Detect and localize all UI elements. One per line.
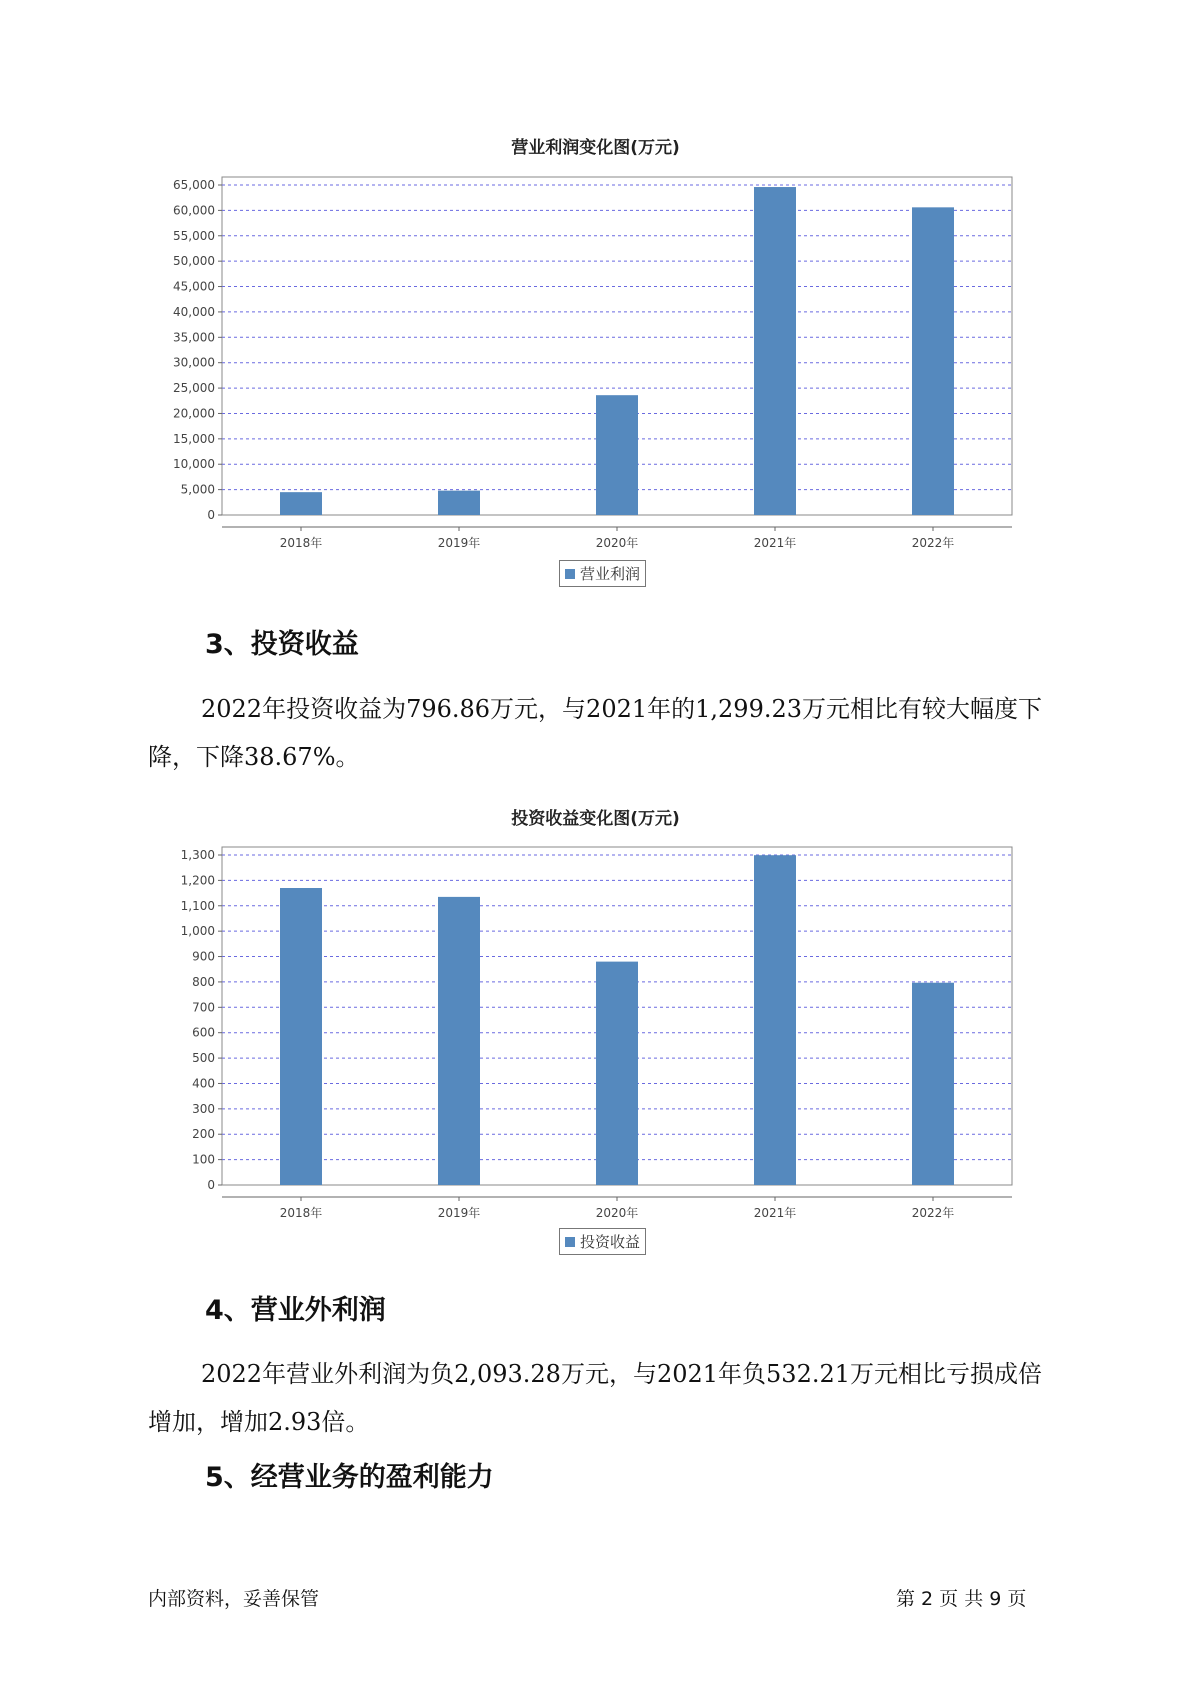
bar-2019年: [438, 491, 480, 515]
investment-income-chart: [0, 835, 1191, 1220]
legend-swatch: [565, 1237, 575, 1247]
x-tick-label: 2021年: [753, 1206, 797, 1220]
bar-2022年: [912, 983, 954, 1185]
bar-2019年: [438, 897, 480, 1185]
bar-2020年: [596, 962, 638, 1185]
x-tick-label: 2022年: [911, 536, 955, 550]
legend-swatch: [565, 569, 575, 579]
y-tick-label: 600: [192, 1025, 215, 1040]
section-heading-investment-income: 3、投资收益: [205, 629, 359, 660]
y-tick-label: 200: [192, 1127, 215, 1142]
x-tick-label: 2022年: [911, 1206, 955, 1220]
y-tick-label: 900: [192, 949, 215, 964]
y-tick-label: 15,000: [173, 431, 215, 446]
bar-2018年: [280, 888, 322, 1185]
y-tick-label: 400: [192, 1076, 215, 1091]
section-heading-non-operating-profit: 4、营业外利润: [205, 1295, 386, 1326]
y-tick-label: 500: [192, 1051, 215, 1066]
section-heading-operating-profitability: 5、经营业务的盈利能力: [205, 1462, 494, 1493]
x-tick-label: 2019年: [437, 536, 481, 550]
y-tick-label: 300: [192, 1101, 215, 1116]
chart2-legend: [559, 1228, 646, 1255]
y-tick-label: 1,100: [180, 898, 215, 913]
x-tick-label: 2019年: [437, 1206, 481, 1220]
x-tick-label: 2020年: [595, 536, 639, 550]
chart2-title: 投资收益变化图(万元): [511, 809, 680, 829]
x-tick-label: 2018年: [279, 1206, 323, 1220]
y-tick-label: 5,000: [180, 482, 215, 497]
chart1-legend: [559, 560, 646, 587]
y-tick-label: 0: [207, 1178, 215, 1192]
legend-label: 营业利润: [580, 565, 641, 583]
bar-2021年: [754, 855, 796, 1185]
footer-page-number: 第 2 页 共 9 页: [896, 1588, 1027, 1610]
y-tick-label: 55,000: [173, 228, 215, 243]
y-tick-label: 35,000: [173, 330, 215, 345]
bar-2020年: [596, 395, 638, 515]
bar-2021年: [754, 187, 796, 515]
y-tick-label: 1,000: [180, 924, 215, 939]
section-paragraph-non-operating-profit: 2022年营业外利润为负2,093.28万元，与2021年负532.21万元相比亏损成倍增加，增加2.93倍。: [148, 1360, 1043, 1436]
y-tick-label: 1,200: [180, 873, 215, 888]
y-tick-label: 800: [192, 974, 215, 989]
section-paragraph-investment-income: 2022年投资收益为796.86万元，与2021年的1,299.23万元相比有较大幅度下降，下降38.67%。: [148, 695, 1043, 771]
chart1-title: 营业利润变化图(万元): [511, 138, 680, 158]
y-tick-label: 50,000: [173, 254, 215, 269]
y-tick-label: 25,000: [173, 381, 215, 396]
bar-2018年: [280, 492, 322, 515]
y-tick-label: 60,000: [173, 203, 215, 218]
y-tick-label: 20,000: [173, 406, 215, 421]
y-tick-label: 10,000: [173, 457, 215, 472]
bar-2022年: [912, 207, 954, 515]
operating-profit-chart: [0, 165, 1191, 550]
y-tick-label: 40,000: [173, 304, 215, 319]
y-tick-label: 45,000: [173, 279, 215, 294]
y-tick-label: 100: [192, 1152, 215, 1167]
x-tick-label: 2018年: [279, 536, 323, 550]
y-tick-label: 65,000: [173, 178, 215, 192]
footer-confidential-note: 内部资料，妥善保管: [148, 1588, 320, 1610]
y-tick-label: 700: [192, 1000, 215, 1015]
legend-label: 投资收益: [580, 1233, 641, 1251]
x-tick-label: 2021年: [753, 536, 797, 550]
y-tick-label: 0: [207, 508, 215, 522]
y-tick-label: 1,300: [180, 848, 215, 862]
x-tick-label: 2020年: [595, 1206, 639, 1220]
y-tick-label: 30,000: [173, 355, 215, 370]
